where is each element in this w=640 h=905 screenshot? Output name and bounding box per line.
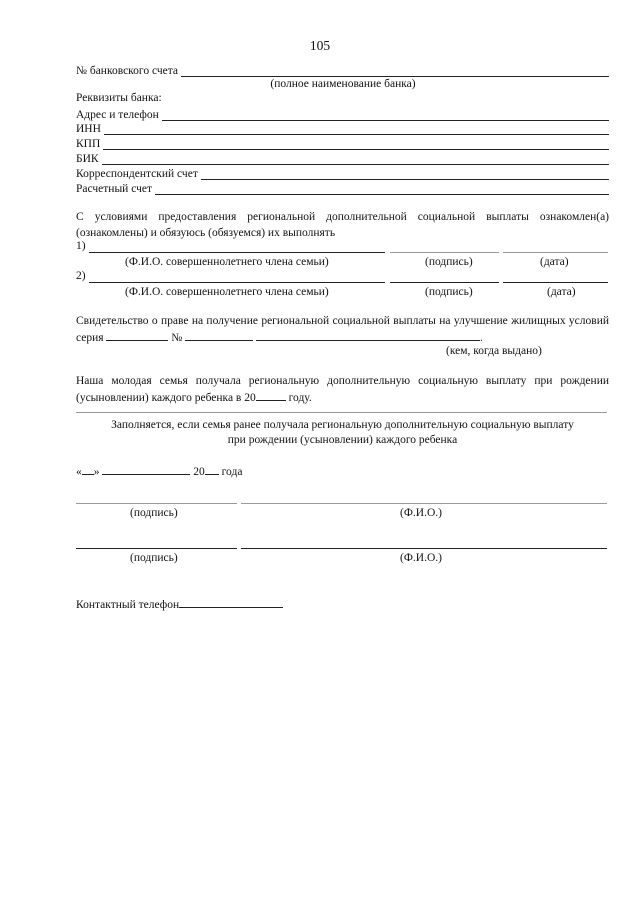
kpp-label: КПП <box>76 138 101 150</box>
certificate-issuer-field[interactable] <box>256 330 480 341</box>
date-line <box>76 464 242 478</box>
birth-payment-text-end: году. <box>288 391 312 404</box>
bank-account-field[interactable] <box>181 65 609 77</box>
signature-2-sign-line[interactable] <box>76 548 237 549</box>
signature-2-sign-caption: (подпись) <box>130 552 178 564</box>
member-1-fio-line[interactable] <box>89 252 385 253</box>
signature-1-sign-caption: (подпись) <box>130 507 178 519</box>
bik-label: БИК <box>76 153 99 165</box>
date-day-field[interactable] <box>82 464 94 475</box>
note-line-1: Заполняется, если семья ранее получала региональную дополнительную социальную выплату <box>111 419 574 431</box>
page-number: 105 <box>309 38 331 53</box>
birth-payment-paragraph <box>76 374 609 406</box>
note-line-2: при рождении (усыновлении) каждого ребенка <box>227 434 458 446</box>
member-1-sign-line[interactable] <box>390 252 499 253</box>
bank-details-title: Реквизиты банка: <box>76 92 162 104</box>
date-close-quote: » <box>93 466 100 478</box>
certificate-end: . <box>480 331 483 344</box>
contact-phone-field[interactable] <box>179 597 283 608</box>
date-year-field[interactable] <box>205 464 219 475</box>
settlement-account-row <box>76 180 609 195</box>
member-1-sign-caption: (подпись) <box>425 256 473 268</box>
kpp-row <box>76 135 609 150</box>
date-year-prefix: 20 <box>193 466 205 478</box>
corr-account-label: Корреспондентский счет <box>76 168 198 180</box>
settlement-account-label: Расчетный счет <box>76 183 152 195</box>
certificate-issuer-caption: (кем, когда выдано) <box>446 345 542 357</box>
member-2-number: 2) <box>76 270 86 282</box>
certificate-text: Свидетельство о праве на получение региональной социальной выплаты на улучшение жилищных условий серия <box>76 315 609 344</box>
member-2-fio-caption: (Ф.И.О. совершеннолетнего члена семьи) <box>125 286 329 298</box>
signature-1-fio-line[interactable] <box>241 503 607 504</box>
member-1-fio-caption: (Ф.И.О. совершеннолетнего члена семьи) <box>125 256 329 268</box>
corr-account-row <box>76 165 609 180</box>
bank-account-label: № банковского счета <box>76 65 179 77</box>
inn-field[interactable] <box>104 123 609 135</box>
certificate-number-sign: № <box>171 331 183 344</box>
settlement-account-field[interactable] <box>155 183 609 195</box>
member-2-date-line[interactable] <box>503 282 608 283</box>
member-1-date-caption: (дата) <box>540 256 569 268</box>
bik-row <box>76 150 609 165</box>
signature-2-fio-caption: (Ф.И.О.) <box>400 552 442 564</box>
date-open-quote: « <box>76 466 82 478</box>
bank-address-row <box>76 106 609 121</box>
signature-2-fio-line[interactable] <box>241 548 607 549</box>
signature-1-sign-line[interactable] <box>76 503 237 504</box>
corr-account-field[interactable] <box>201 168 609 180</box>
member-2-sign-line[interactable] <box>390 282 499 283</box>
inn-label: ИНН <box>76 123 101 135</box>
bank-address-label: Адрес и телефон <box>76 109 159 121</box>
certificate-number-field[interactable] <box>185 330 253 341</box>
birth-payment-text: Наша молодая семья получала региональную дополнительную социальную выплату при рождении (усыновлении) каждого ребенка в 20 <box>76 375 609 404</box>
certificate-paragraph <box>76 314 609 346</box>
member-1-date-line[interactable] <box>503 252 608 253</box>
agreement-text: С условиями предоставления региональной дополнительной социальной выплаты ознакомлен(а) (ознакомлены) и обязуюсь (обязуемся) их выполнять <box>76 211 609 239</box>
inn-row <box>76 120 609 135</box>
kpp-field[interactable] <box>103 138 609 150</box>
bik-field[interactable] <box>102 153 609 165</box>
member-1-number: 1) <box>76 240 86 252</box>
date-suffix: года <box>221 466 243 478</box>
contact-row <box>76 597 283 611</box>
section-divider <box>76 412 607 413</box>
bank-account-row <box>76 62 609 77</box>
member-2-date-caption: (дата) <box>547 286 576 298</box>
birth-payment-year-field[interactable] <box>256 390 286 401</box>
date-month-field[interactable] <box>102 464 190 475</box>
bank-name-caption: (полное наименование банка) <box>270 78 416 90</box>
member-2-fio-line[interactable] <box>89 282 385 283</box>
certificate-series-field[interactable] <box>106 330 168 341</box>
signature-1-fio-caption: (Ф.И.О.) <box>400 507 442 519</box>
contact-label: Контактный телефон <box>76 599 180 611</box>
member-2-sign-caption: (подпись) <box>425 286 473 298</box>
